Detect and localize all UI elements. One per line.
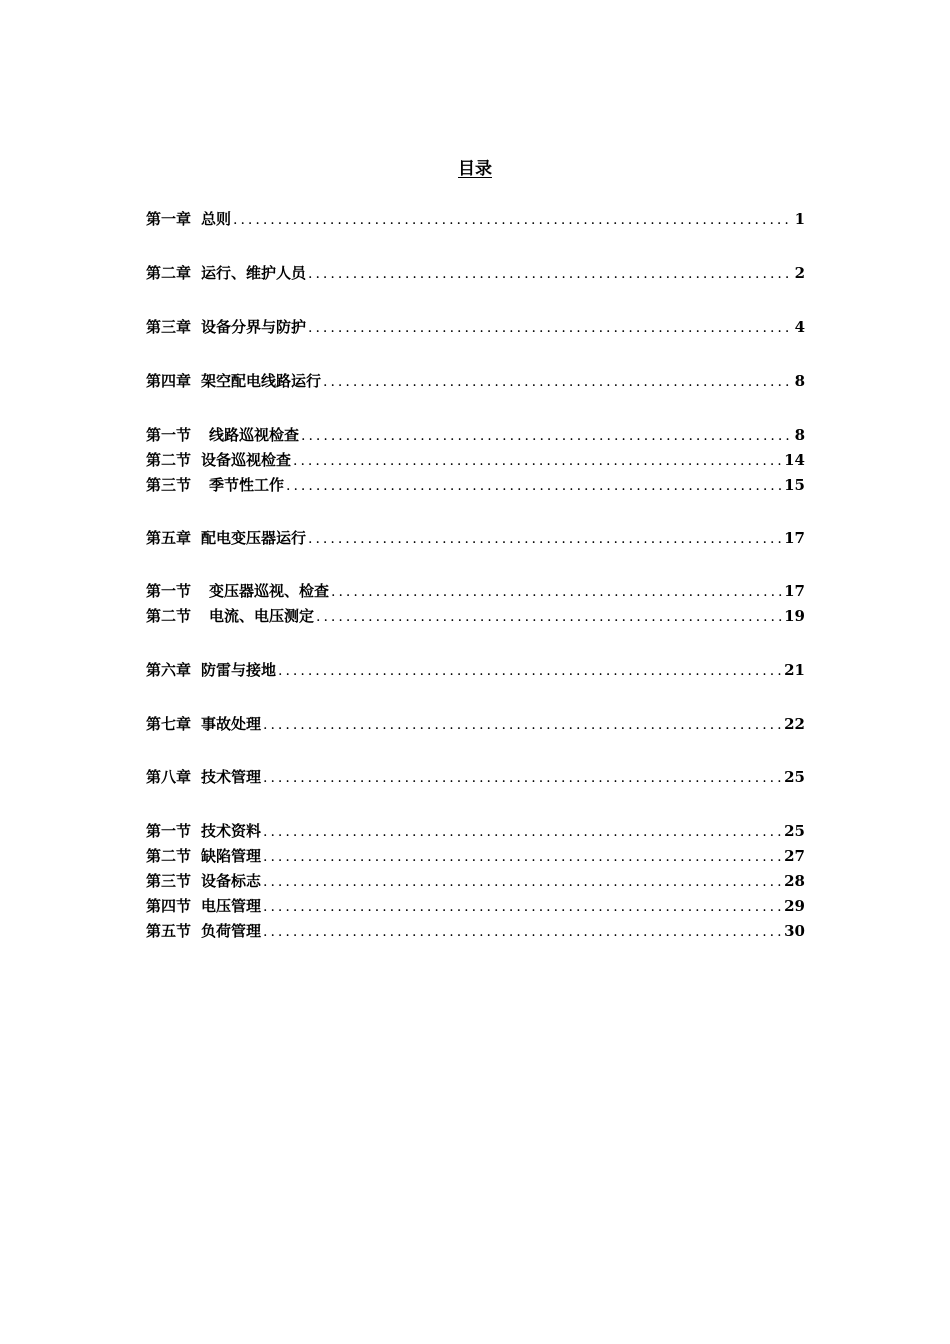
dot-leader [263,770,782,786]
dot-leader [331,584,782,600]
entry-number: 第四章 [146,372,192,390]
toc-entry[interactable] [146,820,805,842]
entry-page: 15 [784,476,805,494]
entry-page: 25 [784,768,805,786]
entry-number: 第一节 [146,426,192,444]
dot-leader [323,374,793,390]
entry-number: 第八章 [146,768,192,786]
dot-leader [263,874,782,890]
entry-number: 第二节 [146,607,192,625]
entry-page: 8 [794,372,805,390]
entry-number: 第四节 [146,897,192,915]
toc-entry[interactable] [146,527,805,549]
entry-number: 第二节 [146,847,192,865]
entry-title: 技术管理 [201,768,262,786]
toc-entry[interactable] [146,766,805,788]
entry-title: 缺陷管理 [201,847,262,865]
toc-entry[interactable] [146,262,805,284]
entry-number: 第五节 [146,922,192,940]
entry-number: 第三节 [146,476,192,494]
entry-number: 第二章 [146,264,192,282]
dot-leader [263,924,782,940]
entry-page: 22 [784,715,805,733]
dot-leader [293,453,782,469]
dot-leader [263,849,782,865]
toc-title: 目录 [458,159,492,179]
dot-leader [263,717,782,733]
entry-title: 事故处理 [201,715,262,733]
entry-number: 第一节 [146,822,192,840]
dot-leader [308,266,793,282]
toc-entry[interactable] [146,845,805,867]
toc-entry[interactable] [146,659,805,681]
entry-number: 第二节 [146,451,192,469]
toc-entry[interactable] [146,370,805,392]
toc-entry[interactable] [146,895,805,917]
entry-page: 19 [784,607,805,625]
toc-entry[interactable] [146,605,805,627]
entry-title: 线路巡视检查 [209,426,300,444]
entry-page: 21 [784,661,805,679]
entry-title: 变压器巡视、检查 [209,582,330,600]
entry-title: 设备分界与防护 [201,318,307,336]
entry-page: 27 [784,847,805,865]
entry-title: 架空配电线路运行 [201,372,322,390]
dot-leader [301,428,793,444]
entry-title: 电压管理 [201,897,262,915]
dot-leader [233,212,793,228]
entry-title: 配电变压器运行 [201,529,307,547]
entry-number: 第五章 [146,529,192,547]
toc-entry[interactable] [146,449,805,471]
toc-entry[interactable] [146,713,805,735]
entry-page: 1 [794,210,805,228]
entry-number: 第一节 [146,582,192,600]
dot-leader [316,609,782,625]
entry-number: 第三节 [146,872,192,890]
entry-title: 电流、电压测定 [209,607,315,625]
entry-number: 第七章 [146,715,192,733]
toc-entry[interactable] [146,870,805,892]
entry-title: 防雷与接地 [201,661,277,679]
entry-number: 第三章 [146,318,192,336]
toc-entry[interactable] [146,474,805,496]
entry-title: 技术资料 [201,822,262,840]
dot-leader [286,478,782,494]
toc-entry[interactable] [146,580,805,602]
entry-page: 30 [784,922,805,940]
dot-leader [263,899,782,915]
entry-title: 运行、维护人员 [201,264,307,282]
entry-page: 4 [794,318,805,336]
entry-number: 第一章 [146,210,192,228]
dot-leader [308,320,793,336]
toc-entry[interactable] [146,208,805,230]
entry-page: 2 [794,264,805,282]
entry-page: 8 [794,426,805,444]
dot-leader [278,663,782,679]
dot-leader [308,531,782,547]
toc-entry[interactable] [146,424,805,446]
entry-page: 29 [784,897,805,915]
toc-entry[interactable] [146,316,805,338]
entry-page: 25 [784,822,805,840]
entry-title: 总则 [201,210,232,228]
entry-page: 14 [784,451,805,469]
entry-title: 季节性工作 [209,476,285,494]
entry-title: 负荷管理 [201,922,262,940]
entry-title: 设备标志 [201,872,262,890]
entry-title: 设备巡视检查 [201,451,292,469]
entry-page: 28 [784,872,805,890]
toc-entry[interactable] [146,920,805,942]
entry-page: 17 [784,529,805,547]
entry-number: 第六章 [146,661,192,679]
dot-leader [263,824,782,840]
entry-page: 17 [784,582,805,600]
